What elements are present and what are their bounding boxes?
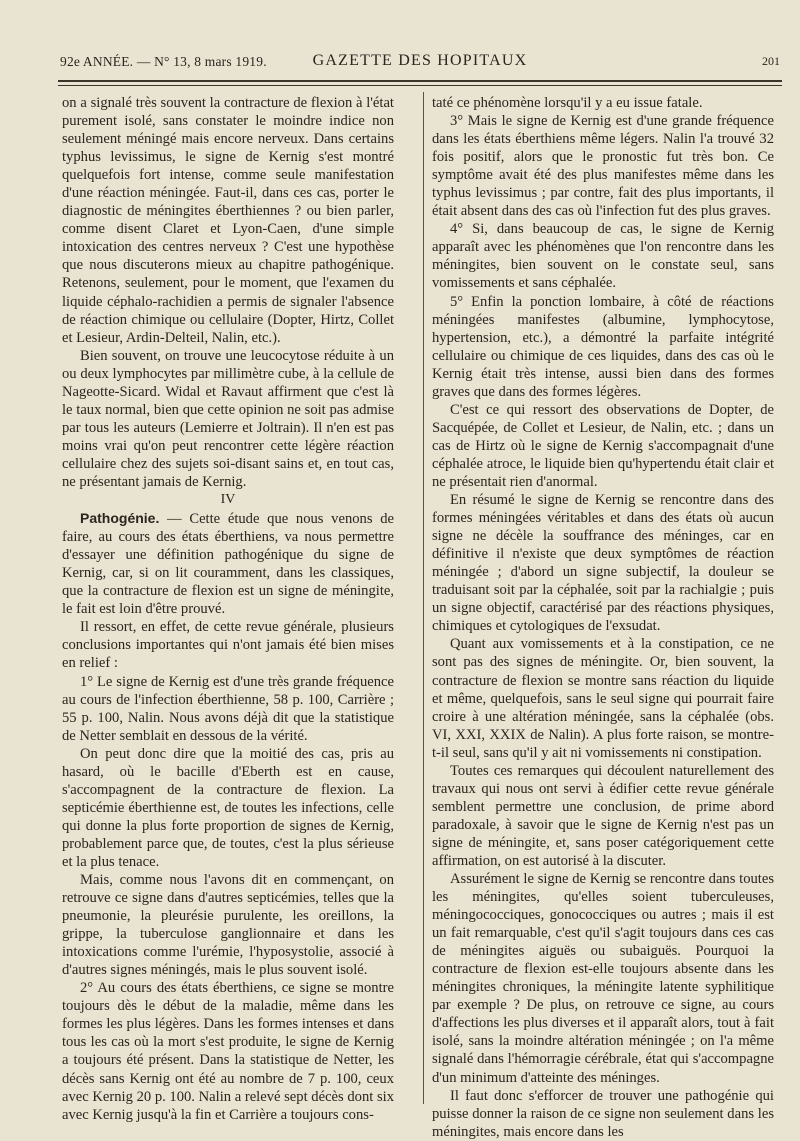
- paragraph: Assurément le signe de Kernig se rencontre dans toutes les méningites, qu'elles soient tuberculeuses, méningococciques, gonococciques ou autres ; mais il est un fait remarquable, c'est qu'il s'agit toujours dans ces cas de méningites aiguës ou subaiguës. Pourquoi la contracture de flexion est-elle toujours absente dans les méningites chroniques, la méningite latente syphilitique par exemple ? De plus, on retrouve ce signe, au cours d'affections les plus diverses et il apparaît alors, tout à fait isolé, sans la moindre altération méningée ; on l'a même signalé dans l'hémorragie cérébrale, état qui s'accompagne d'un minimum d'atteinte des méninges.: [432, 871, 774, 1086]
- right-column: [432, 94, 774, 1141]
- paragraph-text: — Cette étude que nous venons de faire, au cours des états éberthiens, va nous permettre d'essayer une définition pathogénique du signe de Kernig, car, si on lit couramment, dans les classiques, que la contracture de flexion est un signe de méningite, le fait est loin d'être prouvé.: [62, 511, 394, 618]
- issue-info: 92e ANNÉE. — N° 13, 8 mars 1919.: [60, 54, 267, 69]
- paragraph: 1° Le signe de Kernig est d'une très grande fréquence au cours de l'infection éberthienne, 58 p. 100, Carrière ; 55 p. 100, Nalin. Nous avons déjà dit que la statistique de Netter semblait en dessous de la vérité.: [62, 673, 394, 744]
- paragraph: Quant aux vomissements et à la constipation, ce ne sont pas des signes de méningite. Or, bien souvent, la contracture de flexion se montre sans réaction du liquide et même, quelquefois, sans le seul signe qui pourrait faire croire à une altération méningée, sans la céphalée (obs. VI, XXI, XXIX de Nalin). A plus forte raison, se montre-t-il seul, sans qu'il y ait ni vomissements ni constipation.: [432, 636, 774, 761]
- paragraph: Il ressort, en effet, de cette revue générale, plusieurs conclusions importantes qui n'ont jamais été bien mises en relief :: [62, 619, 394, 672]
- paragraph: 3° Mais le signe de Kernig est d'une grande fréquence dans les états éberthiens même légers. Nalin l'a trouvé 32 fois positif, alors que le pronostic fut très bon. Ce symptôme avait été des plus manifestes même dans les typhus levissimus ; par contre, fait des plus importants, il était absent dans des cas où l'infection fut des plus graves.: [432, 113, 774, 220]
- paragraph: Toutes ces remarques qui découlent naturellement des travaux qui nous ont servi à édifier cette revue générale semblent permettre une conclusion, de prime abord paradoxale, à savoir que le signe de Kernig n'est pas un signe de méningite, et, sans poser catégoriquement cette affirmation, on est autorisé à la discuter.: [432, 762, 774, 869]
- paragraph: Il faut donc s'efforcer de trouver une pathogénie qui puisse donner la raison de ce signe non seulement dans les méningites, mais encore dans les: [432, 1087, 774, 1140]
- paragraph: 2° Au cours des états éberthiens, ce signe se montre toujours dès le début de la maladie, même dans les formes les plus légères. Dans les formes intenses et dans tous les cas où la mort s'est produite, le signe de Kernig a toujours été présent. Dans la statistique de Netter, les décès sans Kernig ont été au nombre de 7 p. 100, ceux avec Kernig 20 p. 100. Nalin a relevé sept décès dont six avec Kernig jusqu'à la fin et Carrière a toujours cons-: [62, 980, 394, 1123]
- section-number: IV: [220, 492, 236, 508]
- paragraph: on a signalé très souvent la contracture de flexion à l'état purement isolé, sans constater le moindre indice non seulement méningé mais encore nerveux. Dans certains typhus levissimus, le signe de Kernig s'est montré quelquefois fort intense, comme seule manifestation d'une réaction méningée. Faut-il, dans ces cas, porter le diagnostic de méningites éberthiennes ? ou bien parler, comme disent Claret et Lyon-Caen, d'une simple intoxication des centres nerveux ? C'est une hypothèse que nous discuterons mieux au chapitre pathogénique. Retenons, seulement, pour le moment, que l'examen du liquide céphalo-rachidien a permis de signaler l'absence de réaction chimique ou cellulaire (Dopter, Hirtz, Collet et Lesieur, Ardin-Delteil, Nalin, etc.).: [62, 95, 394, 346]
- section-heading: Pathogénie.: [80, 510, 160, 527]
- paragraph: 5° Enfin la ponction lombaire, à côté de réactions méningées manifestes (albumine, lymphocytose, hypertension, etc.), a démontré la parfaite intégrité cellulaire ou chimique de ces liquides, dans des cas où le Kernig était très intense, aussi bien dans des formes graves que dans des formes légères.: [432, 293, 774, 400]
- paragraph: On peut donc dire que la moitié des cas, pris au hasard, où le bacille d'Eberth est en cause, s'accompagnent de la contracture de flexion. La septicémie éberthienne est, de toutes les infections, celle qui donne la plus forte proportion de signes de Kernig, probablement parce que, de toutes, c'est la plus sérieuse et la plus tenace.: [62, 745, 394, 870]
- journal-title: GAZETTE DES HOPITAUX: [312, 52, 528, 69]
- paragraph: Bien souvent, on trouve une leucocytose réduite à un ou deux lymphocytes par millimètre cube, à la cellule de Nageotte-Sicard. Widal et Ravaut affirment que c'est là le taux normal, bien que cette opinion ne soit pas admise par tous les auteurs (Lemierre et Joltrain). Il n'en est pas moins vrai qu'on peut rencontrer cette légère réaction cellulaire chez des sujets soi-disant sains et, en tout cas, ne présentant jamais de Kernig.: [62, 347, 394, 490]
- header-rule-thin: [58, 85, 782, 86]
- paragraph: Mais, comme nous l'avons dit en commençant, on retrouve ce signe dans d'autres septicémies, telles que la pneumonie, la pleurésie purulente, les oreillons, la grippe, la tuberculose ganglionnaire et dans les intoxications comme l'urémie, l'hyposystolie, associé à d'autres signes méningés, mais le plus souvent isolé.: [62, 872, 394, 979]
- paragraph: 4° Si, dans beaucoup de cas, le signe de Kernig apparaît avec les phénomènes que l'on rencontre dans les méningites, bien souvent on le constate seul, sans vomissements et sans céphalée.: [432, 221, 774, 292]
- paragraph: C'est ce qui ressort des observations de Dopter, de Sacquépée, de Collet et Lesieur, de Nalin, etc. ; dans un cas de Hirtz où le signe de Kernig s'accompagnait d'une céphalée atroce, le liquide bien qu'hypertendu était clair et ne présentait rien d'anormal.: [432, 401, 774, 490]
- paragraph: En résumé le signe de Kernig se rencontre dans des formes méningées véritables et dans des états où aucun signe ne décèle la souffrance des méninges, car en définitive il n'existe que deux symptômes de réaction méningée ; d'abord un signe subjectif, la douleur se traduisant soit par la céphalée, soit par la rachialgie ; puis un signe objectif, caractérisé par des réactions physiques, chimiques et cytologiques de l'exsudat.: [432, 492, 774, 635]
- page-number: 201: [762, 54, 780, 68]
- page-header: [60, 52, 780, 74]
- column-divider: [423, 92, 424, 1104]
- paragraph: [62, 509, 394, 618]
- left-column: [62, 94, 394, 1124]
- header-rule-thick: [58, 80, 782, 82]
- paragraph: taté ce phénomène lorsqu'il y a eu issue fatale.: [432, 95, 703, 111]
